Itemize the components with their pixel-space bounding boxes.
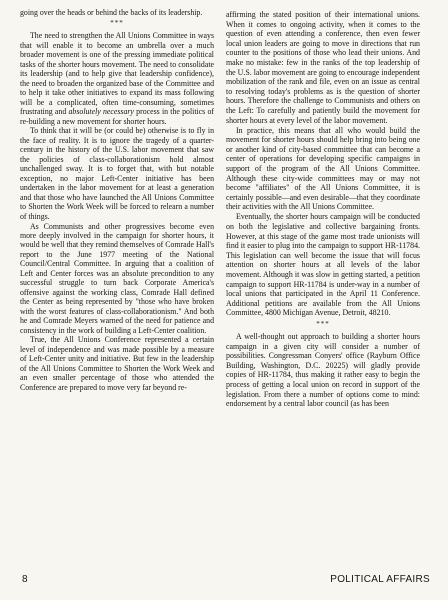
paragraph: To think that it will be (or could be) otherwise is to fly in the face of reality. It is to ignore the tragedy of a quarter-century in the history of the U.S. labor movement that saw the policies of class-collaborationism hold almost unchallenged sway. It is to forget that, with but notable exception, no major Left-Center initiative has been undertaken in the labor movement for at least a generation and that those who have launched the All Unions Committee to Shorten the Work Week will be forced to relearn a number of things. <box>20 126 214 221</box>
magazine-name: POLITICAL AFFAIRS <box>330 574 430 585</box>
page-footer <box>20 574 430 588</box>
paragraph: True, the All Unions Conference represented a certain level of independence and was made possible by a measure of Left-Center unity and initiative. But few in the leadership of the All Unions Committee to Shorten the Work Week and an even smaller percentage of those who attended the Conference are prepared to move very far beyond re- <box>20 335 214 392</box>
paragraph: In practice, this means that all who would build the movement for shorter hours should help bring into being one or another kind of city-based committee that can become a center of operations for developing specific campaigns in support of the program of the All Unions Committee. Although these city-wide committees may or may not become "affiliates" of the All Unions Committee, it is certainly possible—and even desirable—that they coordinate their activities with the All Unions Committee. <box>226 125 420 212</box>
section-break-stars: *** <box>110 19 124 28</box>
paragraph-text: The need to strengthen the All Unions Committee in ways that will enable it to become an umbrella over a much broader movement is one of the pressing immediate political tasks of the shorter hours movement. The need to consolidate its leadership (and to help give that leadership confidence), the need to broaden the organized base of the Committee and to help it take other initiatives to expand its mass following will be a complicated, often time-consuming, sometimes frustrating and <box>20 31 214 117</box>
paragraph: As Communists and other progressives become even more deeply involved in the campaign for shorter hours, it would be well that they remind themselves of Comrade Hall's report to the June 1977 meeting of the National Council/Central Committee. In arguing that a coalition of Left and Center forces was an absolute precondition to any successful struggle to turn back Corporate America's offensive against the working class, Comrade Hall defined the Center as being represented by "those who have broken with the worst features of class-collaborationism." And both he and Comrade Meyers warned of the need for patience and consistency in the work of building a Left-Center coalition. <box>20 221 214 335</box>
article-page <box>20 8 432 568</box>
paragraph: going over the heads or behind the backs of its leadership. <box>20 8 203 17</box>
emphasis-text: absolutely necessary <box>68 107 134 117</box>
right-column <box>226 10 420 409</box>
paragraph <box>20 31 214 126</box>
page-number: 8 <box>22 574 28 585</box>
paragraph: A well-thought out approach to building a shorter hours campaign in a given city will consider a number of possibilities. Congressman Conyers' office (Rayburn Office Building, Washington, D.C. 20225) will gladly provide copies of HR-11784, thus making it rather easy to begin the process of getting a local union on record in support of the legislation. From there a number of options come to mind: endorsement by a central labor council (as has been <box>226 332 420 409</box>
left-column <box>20 8 214 392</box>
paragraph: affirming the stated position of their international unions. When it comes to ongoing activity, when it comes to the question of even attending a conference, then even fewer local union leaders are going to move in directions that run counter to the positions of those who lead their unions. And make no mistake: few in the ranks of the top leadership of the U.S. labor movement are going to encourage independent mobilization of the rank and file, even on an issue as central to resolving today's problems as is the question of shorter hours. Therefore the challenge to Communists and others on the Left: To carefully and patiently build the movement for shorter hours at every level of the labor movement. <box>226 10 420 125</box>
paragraph: Eventually, the shorter hours campaign will be conducted on both the legislative and collective bargaining fronts. However, at this stage of the game most trade unionists will find it easier to plug into the campaign to support HR-11784. This legislation can well become the issue that will focus attention on shorter hours at all levels of the labor movement. Although it was slow in getting started, a petition campaign to support HR-11784 is under-way in a number of local unions that participated in the April 11 Conference. Additional petitions are available from the All Unions Committee, 4800 Michigan Avenue, Detroit, 48210. <box>226 212 420 318</box>
section-break-stars: *** <box>316 320 330 328</box>
paragraph-text: process in the politics of re-building a new movement for shorter hours. <box>20 107 214 126</box>
